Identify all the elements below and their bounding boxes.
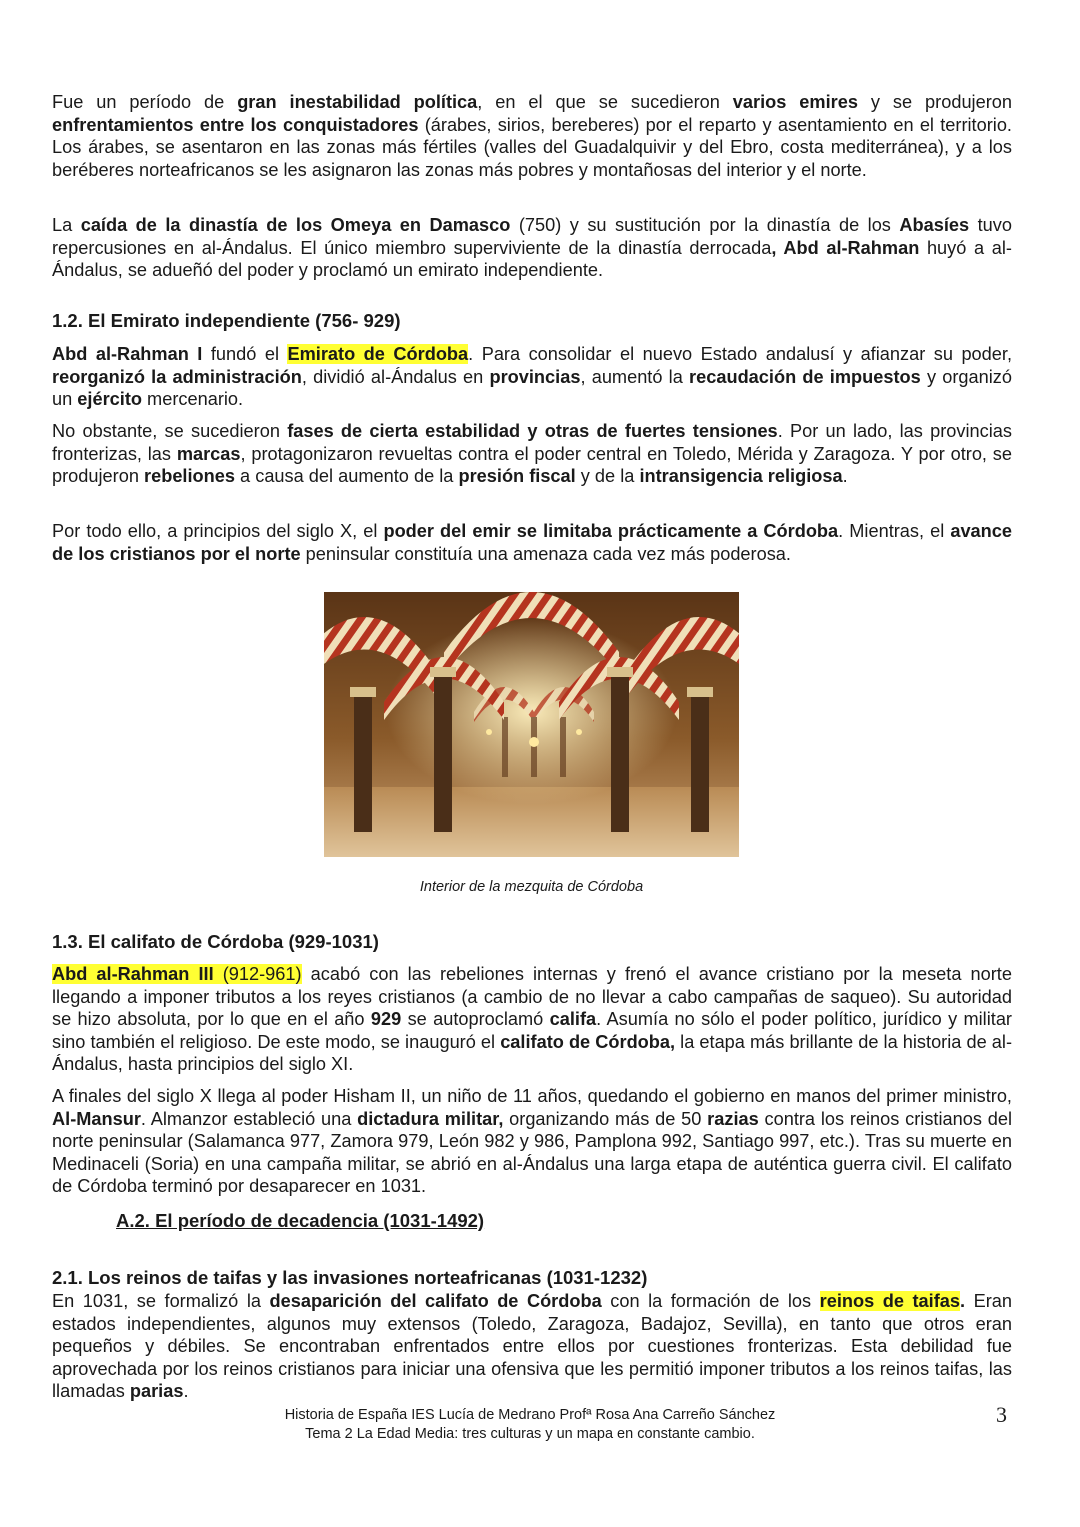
text-run: , protagonizaron revueltas contra el poder central en Toledo, Mérida y Zaragoza. Y por otro, se produjeron [52, 443, 1012, 486]
paragraph-abd-al-rahman-i [52, 343, 1012, 411]
text-run: (750) y su sustitución por la dinastía de los [510, 215, 900, 235]
text-run: y organizó un [52, 366, 1012, 409]
text-run: Por todo ello, a principios del siglo X, el [52, 521, 384, 541]
text-run: . Almanzor estableció una [140, 1108, 358, 1129]
bold-text: califa [549, 1009, 597, 1029]
bold-text: Abasíes [899, 215, 970, 235]
text-run: acabó con las rebeliones internas y frenó el avance cristiano por la meseta norte llegando a imponer tributos a los reyes cristianos (a cambio de no llevar a cabo campañas de saqueo). Su autoridad se hizo absoluta, por lo que en el año [52, 964, 1012, 1029]
text-run: tuvo repercusiones en al-Ándalus. El único miembro superviviente de la dinastía derrocada [52, 215, 1012, 258]
bold-text: avance de los cristianos por el norte [52, 521, 1013, 564]
text-run: con la formación de los [601, 1291, 820, 1311]
highlighted-text: reinos de taifas [819, 1291, 960, 1311]
highlighted-text: Abd al-Rahman III [52, 964, 214, 984]
footer-line-1: Historia de España IES Lucía de Medrano Profª Rosa Ana Carreño Sánchez [284, 1407, 776, 1423]
paragraph-inestabilidad [52, 91, 1012, 181]
text-run: y de la [575, 466, 640, 486]
bold-text: recaudación de impuestos [689, 366, 921, 387]
text-run: A finales del siglo X llega al poder Hisham II, un niño de 11 años, quedando el gobierno en manos del primer ministro, [52, 1086, 1012, 1106]
text-run: a causa del aumento de la [235, 466, 459, 486]
bold-text: Abd al-Rahman I [52, 344, 203, 364]
text-run: . Por un lado, las provincias fronterizas, las [52, 421, 1012, 464]
bold-text: ejército [77, 389, 142, 409]
bold-text: rebeliones [144, 466, 235, 486]
bold-text: parias [129, 1381, 184, 1401]
paragraph-caida-omeya [52, 214, 1012, 282]
text-run: organizando más de 50 [503, 1108, 708, 1129]
heading-califato-cordoba: 1.3. El califato de Córdoba (929-1031) [52, 931, 379, 952]
text-run: . Para consolidar el nuevo Estado andalusí y afianzar su poder, [468, 344, 1013, 364]
paragraph-abd-al-rahman-iii [52, 963, 1012, 1076]
bold-text: , Abd al-Rahman [771, 237, 920, 258]
heading-reinos-taifas: 2.1. Los reinos de taifas y las invasiones norteafricanas (1031-1232) [52, 1267, 648, 1288]
mezquita-arches-illustration [324, 592, 739, 857]
text-run: huyó a al-Ándalus, se adueñó del poder y proclamó un emirato independiente. [52, 237, 1012, 280]
text-run: , aumentó la [580, 366, 690, 387]
heading-emirato-independiente: 1.2. El Emirato independiente (756- 929) [52, 310, 401, 331]
page-number: 3 [996, 1402, 1007, 1427]
bold-text: presión fiscal [458, 466, 576, 486]
bold-text: desaparición del califato de Córdoba [269, 1291, 602, 1311]
paragraph-tensiones [52, 420, 1012, 488]
footer-line-2: Tema 2 La Edad Media: tres culturas y un mapa en constante cambio. [305, 1426, 755, 1442]
text-run: Eran estados independientes, algunos muy extensos (Toledo, Zaragoza, Badajoz, Sevilla), en tanto que otros eran pequeños y débiles. Se encontraban enfrentados entre ellos por cuestiones fronterizas. Esta debilidad fue aprovechada por los reinos cristianos para iniciar una ofensiva que les permitió imponer tributos a los reinos taifas, las llamadas [52, 1291, 1012, 1401]
text-run: En 1031, se formalizó la [52, 1291, 270, 1311]
bold-text: Al-Mansur [52, 1108, 141, 1129]
bold-text: varios emires [732, 92, 858, 112]
bold-text: provincias [489, 366, 581, 387]
bold-text: caída de la dinastía de los Omeya en Damasco [80, 215, 511, 235]
text-run: . [183, 1381, 189, 1401]
paragraph-al-mansur [52, 1085, 1012, 1198]
text-run: . Mientras, el [838, 521, 951, 541]
text-run: mercenario. [142, 389, 244, 409]
bold-text: marcas [176, 443, 241, 464]
text-run: peninsular constituía una amenaza cada vez más poderosa. [300, 543, 791, 564]
bold-text: razias [707, 1108, 759, 1129]
bold-text: reorganizó la administración [52, 366, 302, 387]
bold-text: poder del emir se limitaba prácticamente a Córdoba [383, 521, 839, 541]
bold-text: dictadura militar, [357, 1108, 504, 1129]
figure-caption: Interior de la mezquita de Córdoba [419, 879, 644, 895]
text-run: La [52, 215, 81, 235]
bold-text: . [960, 1291, 966, 1311]
subsection-heading-decadencia: A.2. El período de decadencia (1031-1492) [116, 1210, 485, 1231]
bold-text: califato de Córdoba, [500, 1031, 676, 1052]
text-run: (árabes, sirios, bereberes) por el reparto y asentamiento en el territorio. Los árabes, se asentaron en las zonas más fértiles (valles del Guadalquivir y del Ebro, costa mediterránea), y a los beréberes norteafricanos se les asignaron las zonas más pobres y montañosas del interior y el norte. [52, 114, 1012, 180]
highlighted-text: Emirato de Córdoba [287, 344, 469, 364]
bold-text: fases de cierta estabilidad y otras de fuertes tensiones [287, 421, 778, 441]
text-run: , dividió al-Ándalus en [301, 366, 490, 387]
text-run: No obstante, se sucedieron [52, 421, 288, 441]
bold-text: enfrentamientos entre los conquistadores [52, 114, 419, 135]
text-run: , en el que se sucedieron [477, 92, 733, 112]
text-run: la etapa más brillante de la historia de al-Ándalus, hasta principios del siglo XI. [52, 1031, 1013, 1074]
bold-text: intransigencia religiosa [639, 466, 843, 486]
text-run: se autoproclamó [401, 1009, 550, 1029]
text-run: . [842, 466, 848, 486]
paragraph-reinos-taifas [52, 1290, 1012, 1403]
bold-text: gran inestabilidad política [237, 92, 478, 112]
text-run: contra los reinos cristianos del norte peninsular (Salamanca 977, Zamora 979, León 982 y 986, Pamplona 992, Santiago 997, etc.). Tras su muerte en Medinaceli (Soria) en una campaña militar, se abrió en al-Ándalus una larga etapa de auténtica guerra civil. El califato de Córdoba terminó por desaparecer en 1031. [52, 1108, 1012, 1196]
text-run: y se produjeron [857, 92, 1012, 112]
text-run: . Asumía no sólo el poder político, jurídico y militar sino también el religioso. De este modo, se inauguró el [52, 1009, 1012, 1052]
text-run: Fue un período de [52, 92, 238, 112]
mezquita-cordoba-photo [324, 592, 739, 857]
paragraph-poder-emir [52, 520, 1012, 565]
highlighted-text: (912-961) [213, 964, 302, 984]
text-run: fundó el [202, 344, 288, 364]
bold-text: 929 [370, 1009, 402, 1029]
